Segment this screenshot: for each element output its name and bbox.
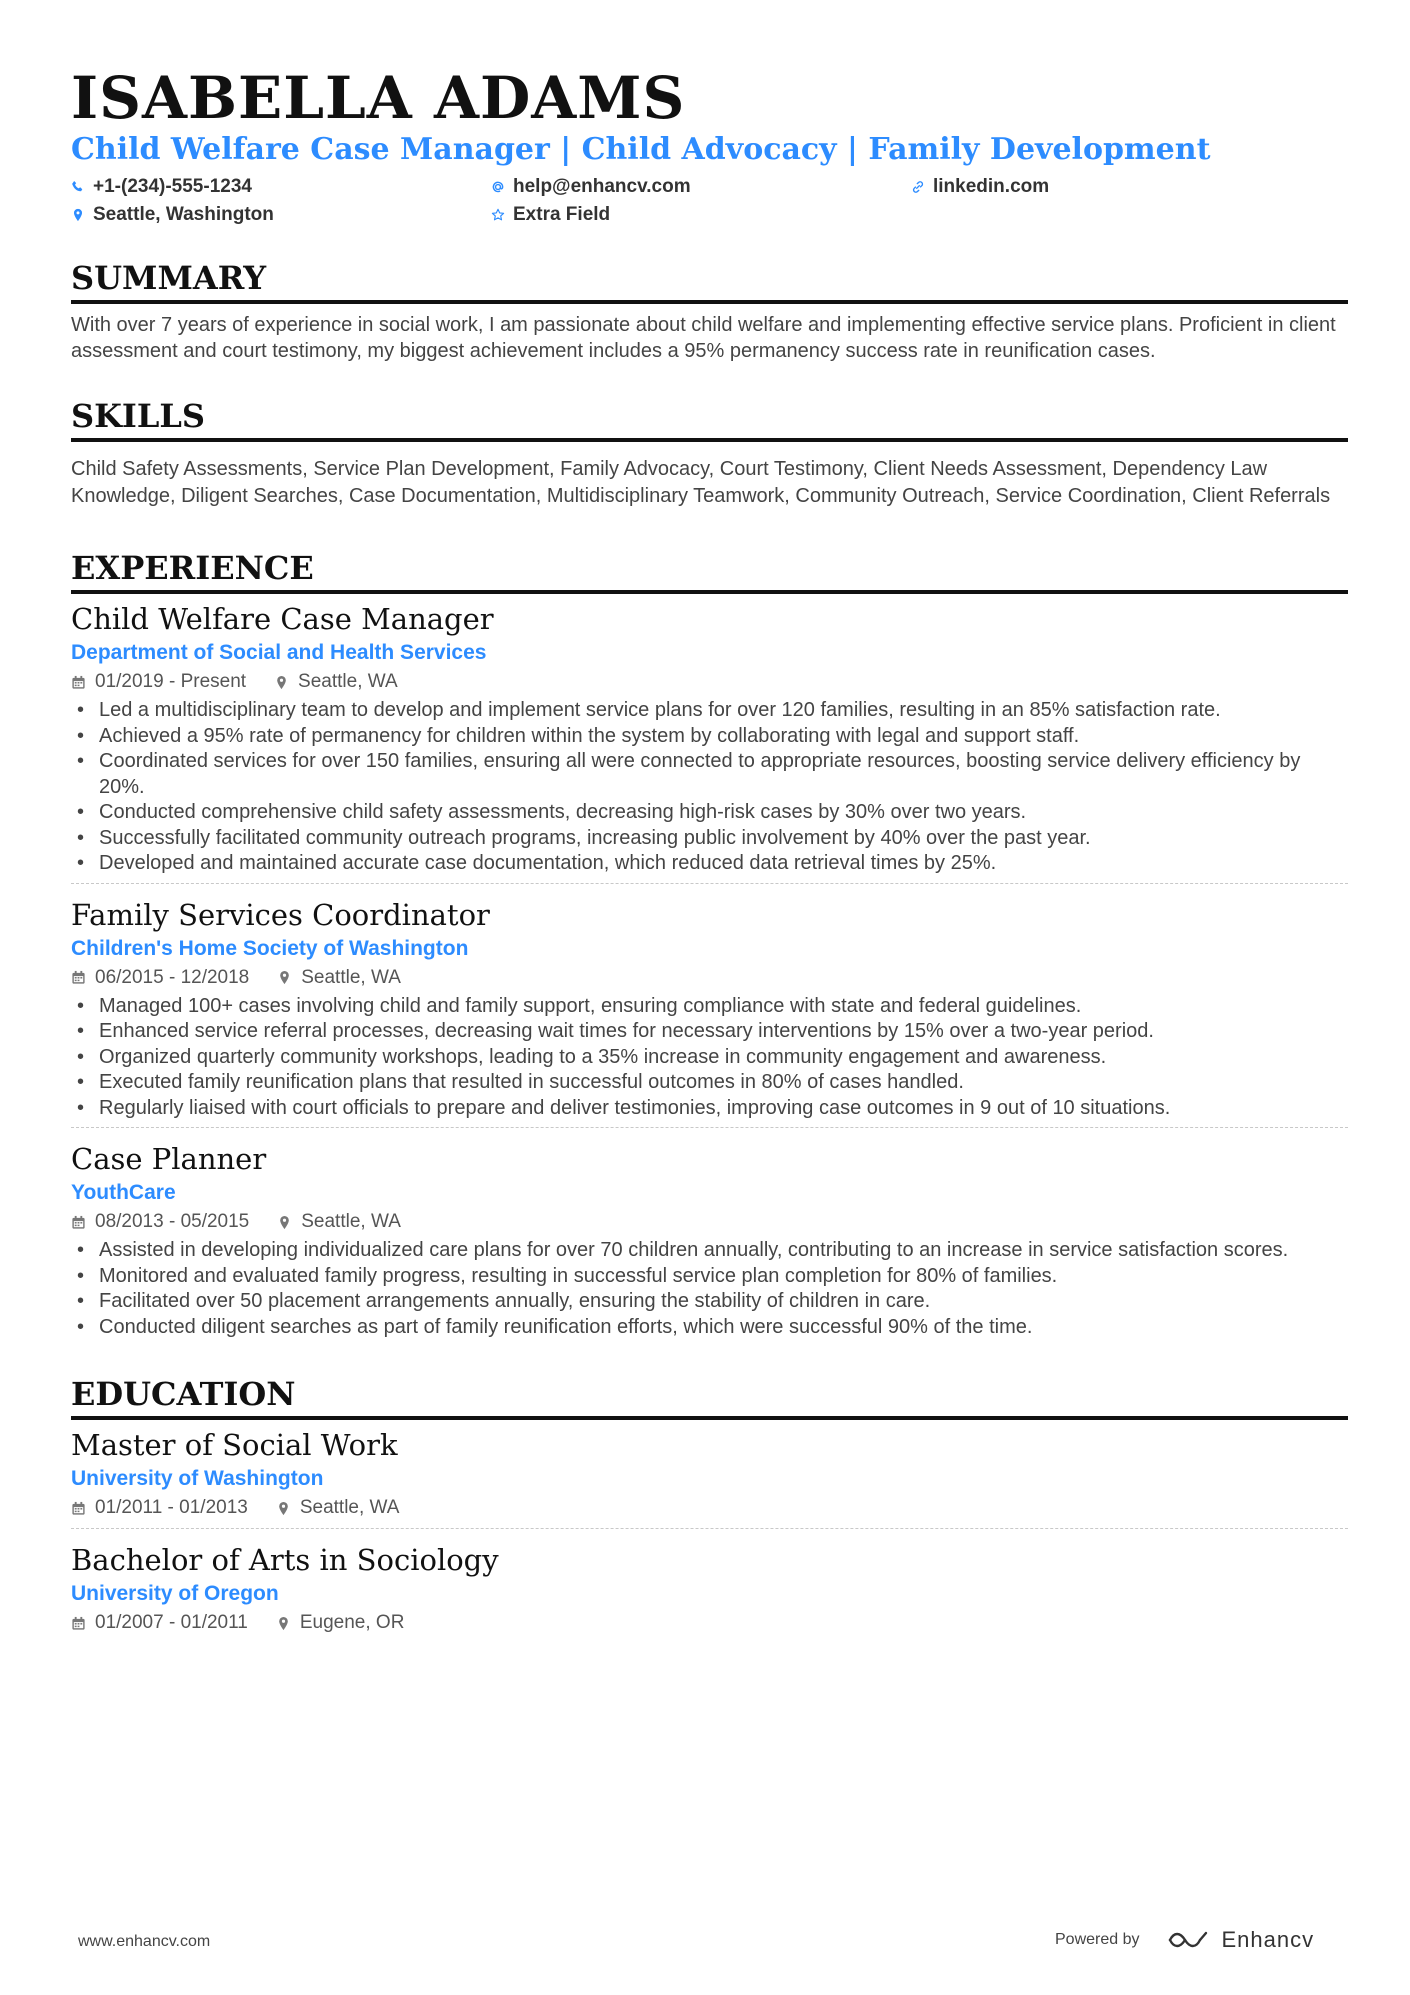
link-icon: [911, 180, 925, 194]
resume-page: [71, 62, 1348, 1643]
skills-heading: SKILLS: [71, 396, 1348, 442]
location-pin-icon: [276, 1501, 291, 1516]
footer-website[interactable]: www.enhancv.com: [78, 1933, 211, 1950]
entry-location: [277, 1208, 401, 1236]
skills-text: Child Safety Assessments, Service Plan Development, Family Advocacy, Court Testimony, Client Needs Assessment, Dependency Law Knowledge, Diligent Searches, Case Documentation, Multidisciplinary Teamwork, Community Outreach, Service Coordination, Client Referrals: [71, 458, 1331, 507]
page-footer: [0, 1925, 1410, 1965]
education-list: [71, 1426, 1348, 1643]
achievement-item: • Led a multidisciplinary team to develop and implement service plans for over 120 families, resulting in an 85% satisfaction rate.: [71, 698, 1348, 724]
at-icon: [491, 180, 505, 194]
location-pin-icon: [277, 970, 292, 985]
experience-title: Case Planner: [71, 1142, 267, 1176]
location-text: Seattle, WA: [301, 966, 401, 988]
star-icon: [491, 208, 505, 222]
experience-section: [71, 548, 1348, 1346]
date-range: [71, 668, 246, 696]
linkedin-text: linkedin.com: [933, 176, 1050, 197]
phone-icon: [71, 180, 85, 194]
location-text: Seattle, Washington: [93, 204, 274, 225]
experience-organization: YouthCare: [71, 1181, 176, 1204]
achievement-item: • Successfully facilitated community outreach programs, increasing public involvement by 40% over the past year.: [71, 826, 1348, 852]
resume-header: [71, 62, 1348, 228]
location-pin-icon: [71, 208, 85, 222]
summary-section: [71, 258, 1348, 364]
footer-branding: [1055, 1927, 1314, 1953]
experience-title: Family Services Coordinator: [71, 897, 490, 932]
achievement-item: • Assisted in developing individualized care plans for over 70 children annually, contributing to an increase in service satisfaction scores.: [71, 1238, 1348, 1264]
email-text: help@enhancv.com: [513, 176, 691, 197]
education-organization: University of Washington: [71, 1467, 324, 1490]
extra-field-text: Extra Field: [513, 204, 611, 225]
experience-entry: [71, 600, 1348, 883]
experience-list: [71, 600, 1348, 1346]
calendar-icon: [71, 1215, 86, 1230]
calendar-icon: [71, 1501, 86, 1516]
powered-by-text: Powered by: [1055, 1931, 1140, 1948]
experience-organization: Children's Home Society of Washington: [71, 936, 469, 960]
education-title: Bachelor of Arts in Sociology: [71, 1543, 499, 1577]
calendar-icon: [71, 1616, 86, 1631]
achievement-item: • Facilitated over 50 placement arrangements annually, ensuring the stability of children in care.: [71, 1289, 1348, 1315]
brand-name: Enhancv: [1221, 1927, 1315, 1952]
location-text: Seattle, WA: [299, 1497, 400, 1518]
date-text: 08/2013 - 05/2015: [95, 1211, 250, 1232]
achievement-list: [71, 698, 1348, 877]
achievement-list: [71, 994, 1348, 1122]
entry-location: [274, 668, 398, 696]
date-range: [71, 964, 249, 992]
contact-phone[interactable]: [71, 174, 491, 200]
date-text: 01/2011 - 01/2013: [95, 1497, 248, 1518]
experience-heading: EXPERIENCE: [71, 548, 1348, 594]
location-pin-icon: [277, 1215, 292, 1230]
contact-linkedin[interactable]: [911, 174, 1331, 200]
achievement-item: • Conducted diligent searches as part of family reunification efforts, which were successful 90% of the time.: [71, 1315, 1348, 1341]
education-entry: [71, 1528, 1348, 1643]
experience-meta: [71, 668, 1348, 696]
achievement-item: • Coordinated services for over 150 families, ensuring all were connected to appropriate resources, boosting service delivery efficiency by 20%.: [71, 749, 1348, 800]
achievement-item: • Developed and maintained accurate case documentation, which reduced data retrieval times by 25%.: [71, 851, 1348, 877]
experience-entry: [71, 883, 1348, 1128]
achievement-item: • Conducted comprehensive child safety assessments, decreasing high-risk cases by 30% over two years.: [71, 800, 1348, 826]
contact-info: [71, 174, 1348, 228]
education-entry: [71, 1426, 1348, 1528]
experience-organization: Department of Social and Health Services: [71, 641, 487, 664]
date-text: 01/2007 - 01/2011: [95, 1612, 248, 1633]
education-heading: EDUCATION: [71, 1374, 1348, 1420]
experience-meta: [71, 964, 1348, 992]
date-range: [71, 1208, 249, 1236]
contact-email[interactable]: [491, 174, 911, 200]
achievement-item: • Regularly liaised with court officials to prepare and deliver testimonies, improving case outcomes in 9 out of 10 situations.: [71, 1096, 1348, 1122]
achievement-item: • Achieved a 95% rate of permanency for children within the system by collaborating with legal and support staff.: [71, 724, 1348, 750]
achievement-item: • Managed 100+ cases involving child and family support, ensuring compliance with state and federal guidelines.: [71, 994, 1348, 1020]
education-meta: [71, 1609, 1348, 1637]
date-range: [71, 1609, 248, 1637]
location-text: Seattle, WA: [301, 1211, 401, 1232]
experience-title: Child Welfare Case Manager: [71, 602, 494, 636]
education-title: Master of Social Work: [71, 1428, 398, 1462]
contact-extra: [491, 202, 911, 228]
date-text: 06/2015 - 12/2018: [95, 966, 250, 988]
contact-location: [71, 202, 491, 228]
summary-heading: SUMMARY: [71, 258, 1348, 304]
phone-text: +1-(234)-555-1234: [93, 176, 252, 197]
enhancv-logo-icon: [1166, 1929, 1212, 1951]
candidate-name: ISABELLA ADAMS: [71, 64, 686, 132]
experience-entry: [71, 1127, 1348, 1346]
candidate-headline: Child Welfare Case Manager | Child Advocacy | Family Development: [71, 132, 1211, 167]
entry-location: [276, 1609, 405, 1637]
date-text: 01/2019 - Present: [95, 671, 247, 692]
location-pin-icon: [276, 1616, 291, 1631]
achievement-item: • Executed family reunification plans that resulted in successful outcomes in 80% of cases handled.: [71, 1070, 1348, 1096]
education-meta: [71, 1494, 1348, 1522]
education-organization: University of Oregon: [71, 1582, 279, 1605]
location-text: Eugene, OR: [299, 1612, 405, 1633]
entry-location: [276, 1494, 400, 1522]
summary-text: With over 7 years of experience in social work, I am passionate about child welfare and implementing effective service plans. Proficient in client assessment and court testimony, my biggest achievement includes a 95% permanency success rate in reunification cases.: [71, 314, 1336, 362]
date-range: [71, 1494, 248, 1522]
calendar-icon: [71, 675, 86, 690]
calendar-icon: [71, 970, 86, 985]
skills-section: [71, 396, 1348, 510]
location-pin-icon: [274, 675, 289, 690]
education-section: [71, 1374, 1348, 1643]
location-text: Seattle, WA: [298, 671, 398, 692]
entry-location: [277, 964, 401, 992]
experience-meta: [71, 1208, 1348, 1236]
achievement-item: • Organized quarterly community workshops, leading to a 35% increase in community engagement and awareness.: [71, 1045, 1348, 1071]
achievement-item: • Monitored and evaluated family progress, resulting in successful service plan completion for 80% of families.: [71, 1264, 1348, 1290]
achievement-list: [71, 1238, 1348, 1340]
achievement-item: • Enhanced service referral processes, decreasing wait times for necessary interventions by 15% over a two-year period.: [71, 1019, 1348, 1045]
